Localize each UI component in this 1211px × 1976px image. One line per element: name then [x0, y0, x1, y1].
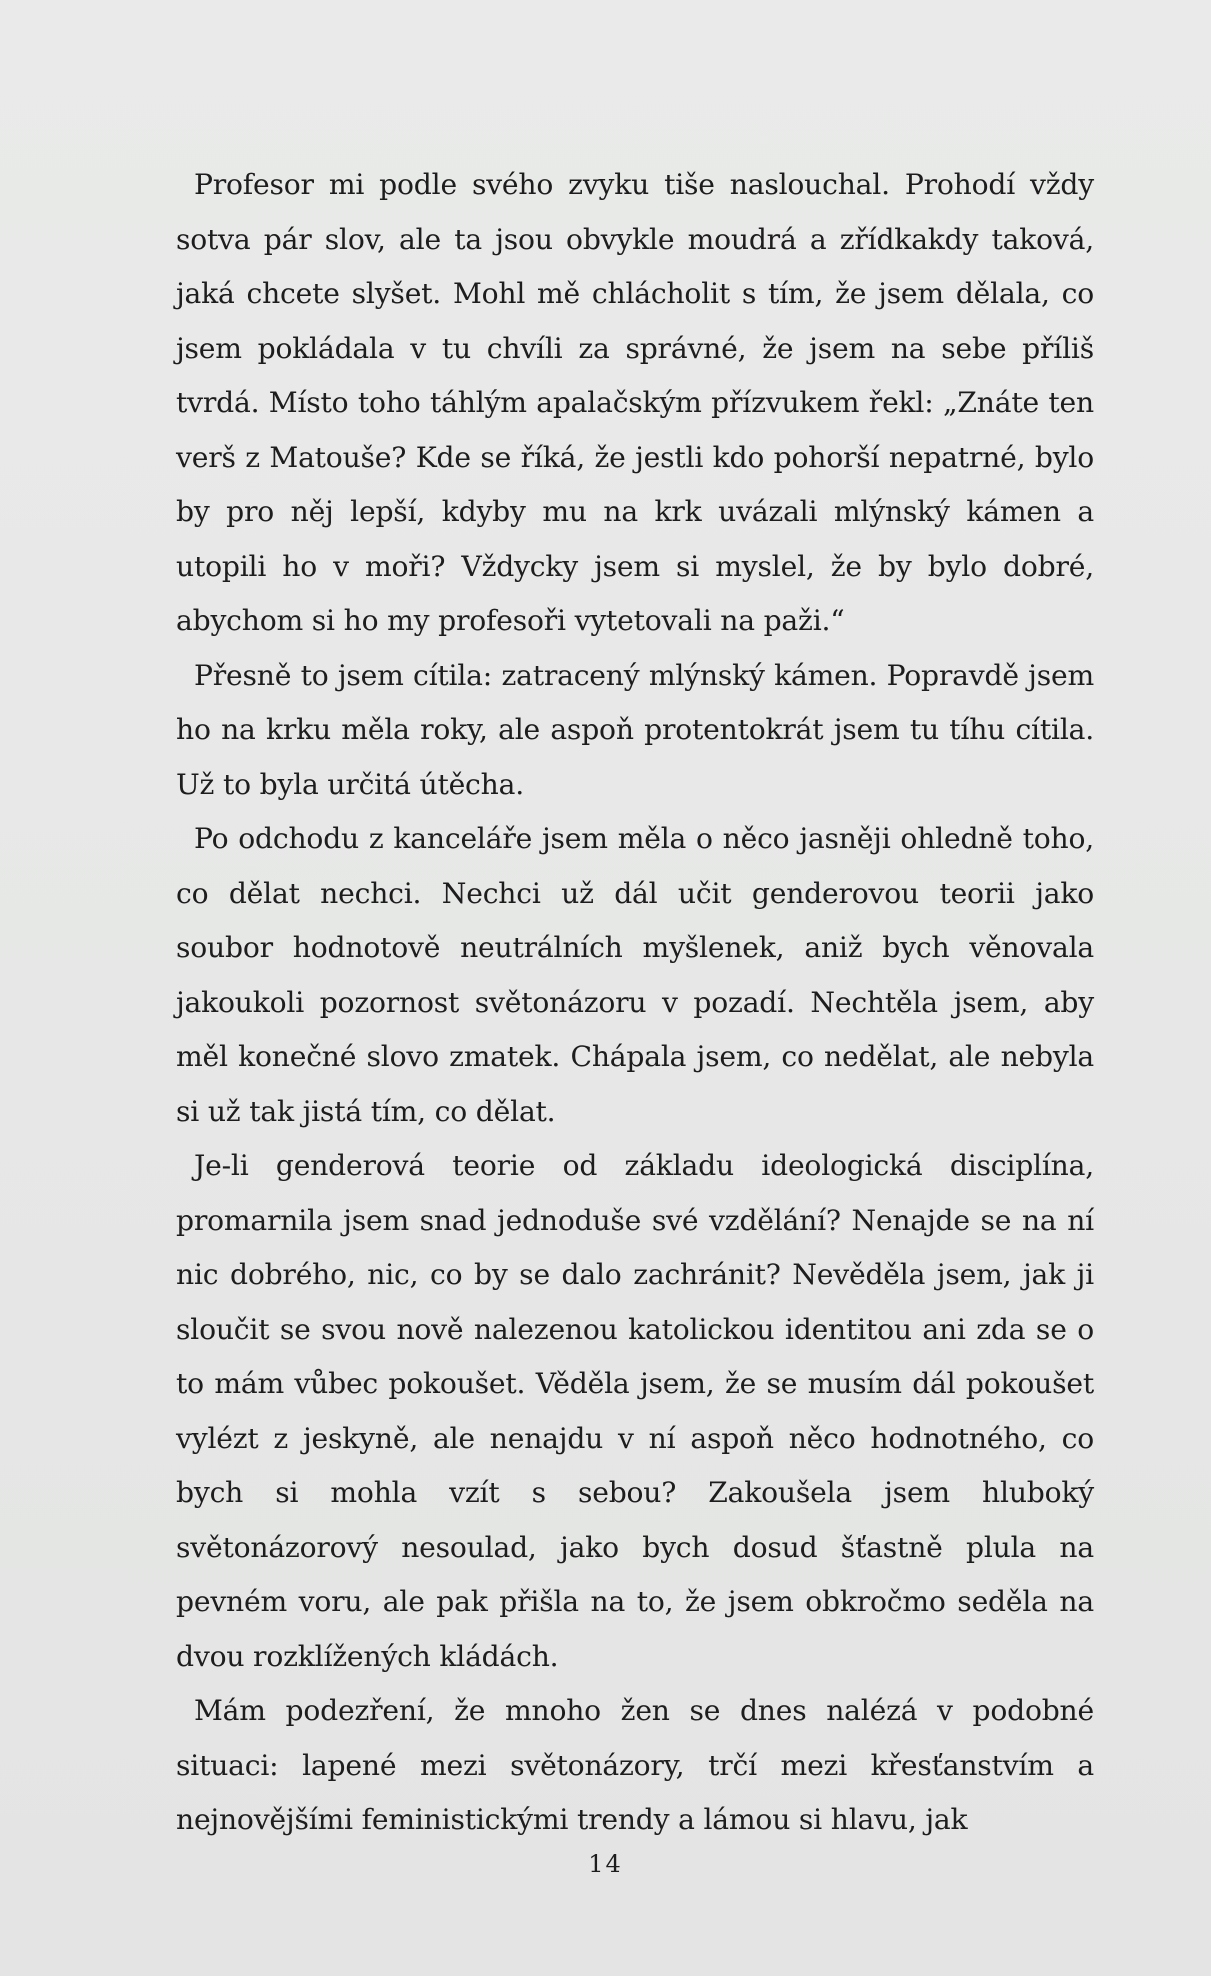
paragraph-4: Je-li genderová teorie od základu ideologická disciplína, promarnila jsem snad jednoduše své vzdělání? Nenajde se na ní nic dobrého, nic, co by se dalo zachránit? Nevěděla jsem, jak ji sloučit se svou nově nalezenou katolickou identitou ani zda se o to mám vůbec pokoušet. Věděla jsem, že se musím dál pokoušet vylézt z jeskyně, ale nenajdu v ní aspoň něco hodnotného, co bych si mohla vzít s sebou? Zakoušela jsem hluboký světonázorový nesoulad, jako bych dosud šťastně plula na pevném voru, ale pak přišla na to, že jsem obkročmo seděla na dvou rozklížených kládách. [176, 1149, 1094, 1673]
paragraph-1: Profesor mi podle svého zvyku tiše naslouchal. Prohodí vždy sotva pár slov, ale ta jsou obvykle moudrá a zřídkakdy taková, jaká chcete slyšet. Mohl mě chlácholit s tím, že jsem dělala, co jsem pokládala v tu chvíli za správné, že jsem na sebe příliš tvrdá. Místo toho táhlým apalačským přízvukem řekl: „Znáte ten verš z Matouše? Kde se říká, že jestli kdo pohorší nepatrné, bylo by pro něj lepší, kdyby mu na krk uvázali mlýnský kámen a utopili ho v moři? Vždycky jsem si myslel, že by bylo dobré, abychom si ho my profesoři vytetovali na paži.“ [176, 168, 1094, 637]
body-text [176, 158, 1094, 1848]
paragraph-3: Po odchodu z kanceláře jsem měla o něco jasněji ohledně toho, co dělat nechci. Nechci už dál učit genderovou teorii jako soubor hodnotově neutrálních myšlenek, aniž bych věnovala jakoukoli pozornost světonázoru v pozadí. Nechtěla jsem, aby měl konečné slovo zmatek. Chápala jsem, co nedělat, ale nebyla si už tak jistá tím, co dělat. [176, 822, 1094, 1128]
paragraph-5: Mám podezření, že mnoho žen se dnes nalézá v podobné situaci: lapené mezi světonázory, trčí mezi křesťanstvím a nejnovějšími feministickými trendy a lámou si hlavu, jak [176, 1694, 1094, 1836]
page-number: 14 [588, 1850, 623, 1878]
paragraph-2: Přesně to jsem cítila: zatracený mlýnský kámen. Popravdě jsem ho na krku měla roky, ale aspoň protentokrát jsem tu tíhu cítila. Už to byla určitá útěcha. [176, 658, 1094, 801]
